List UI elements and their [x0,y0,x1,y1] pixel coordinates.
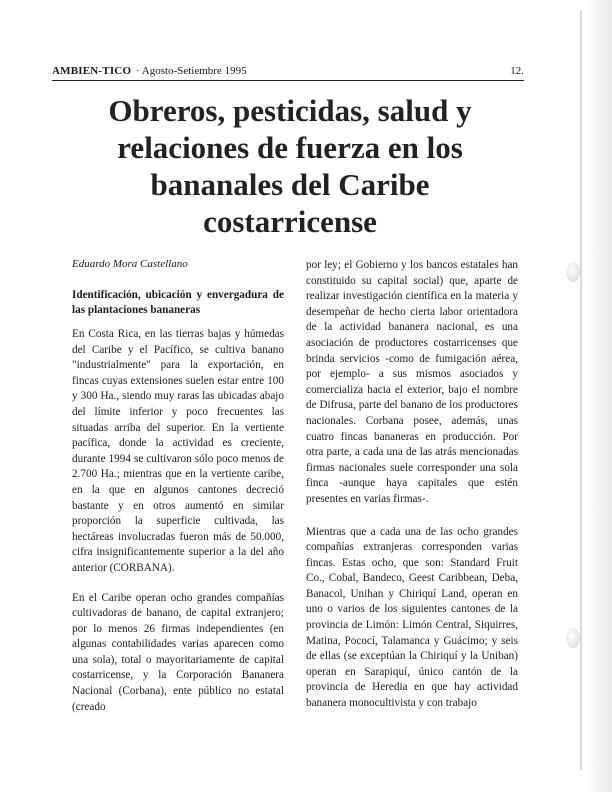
page-edge [580,10,582,770]
header-rule [52,80,524,81]
author-byline: Eduardo Mora Castellano [72,258,188,270]
paragraph: En el Caribe operan ocho grandes compañías cultivadoras de banano, de capital extranjero; por lo menos 26 firmas independientes (en algunas contabilidades varias aparecen como una sola), total o mayoritariamente de capital costarricense, y la Corporación Bananera Nacional (Corbana), ente público no estatal (creado [72,591,284,713]
punch-hole-bottom [566,628,580,648]
magazine-name: AMBIEN-TICO [52,65,132,77]
right-column [306,258,518,712]
running-header [52,65,524,81]
punch-hole-top [566,262,580,282]
page-shadow [588,0,612,792]
section-subheading: Identificación, ubicación y envergadura de las plantaciones bananeras [72,289,284,316]
issue-date: · Agosto-Setiembre 1995 [135,65,247,77]
left-column [72,288,284,715]
article-title: Obreros, pesticidas, salud y relaciones de fuerza en los bananales del Caribe costarricense [108,93,472,239]
page-number: 12. [510,65,524,77]
paragraph: por ley; el Gobierno y los bancos estatales han constituido su capital social) que, aparte de realizar investigación científica en la materia y desempeñar de hecho cierta labor orientadora de la actividad bananera nacional, es una asociación de productores costarricenses que brinda servicios -como de fumigación aérea, por ejemplo- a sus mismos asociados y comercializa hacia el exterior, bajo el nombre de Difrusa, parte del banano de los productores nacionales. Corbana posee, además, unas cuatro fincas bananeras en producción. Por otra parte, a cada una de las atrás mencionadas firmas nacionales suele corresponder una sola finca -aunque haya capitales que estén presentes en varias firmas-. [306,259,518,505]
paragraph: En Costa Rica, en las tierras bajas y húmedas del Caribe y el Pacífico, se cultiva banano "industrialmente" para la exportación, en fincas cuyas extensiones suelen estar entre 100 y 300 Ha., siendo muy raras las ubicadas abajo del límite inferior y poco frecuentes las situadas arriba del superior. En la vertiente pacífica, donde la actividad es creciente, durante 1994 se cultivaron sólo poco menos de 2.700 Ha.; mientras que en la vertiente caribe, en la que en algunos cantones decreció bastante y en otros aumentó en similar proporción la superficie cultivada, las hectáreas involucradas fueron más de 50.000, cifra insignificantemente superior a la del año anterior (CORBANA). [72,328,284,574]
paragraph: Mientras que a cada una de las ocho grandes compañías extranjeras corresponden varias fincas. Estas ocho, que son: Standard Fruit Co., Cobal, Bandeco, Geest Caribbean, Deba, Banacol, Unihan y Chiriquí Land, operan en uno o varios de los siguientes cantones de la provincia de Limón: Limón Central, Siquirres, Matina, Pococí, Talamanca y Guácimo; y seis de ellas (se exceptúan la Chiriquí y la Uniban) operan en Sarapiquí, único cantón de la provincia de Heredia en que hay actividad bananera monocultivista y con trabajo [306,525,518,710]
